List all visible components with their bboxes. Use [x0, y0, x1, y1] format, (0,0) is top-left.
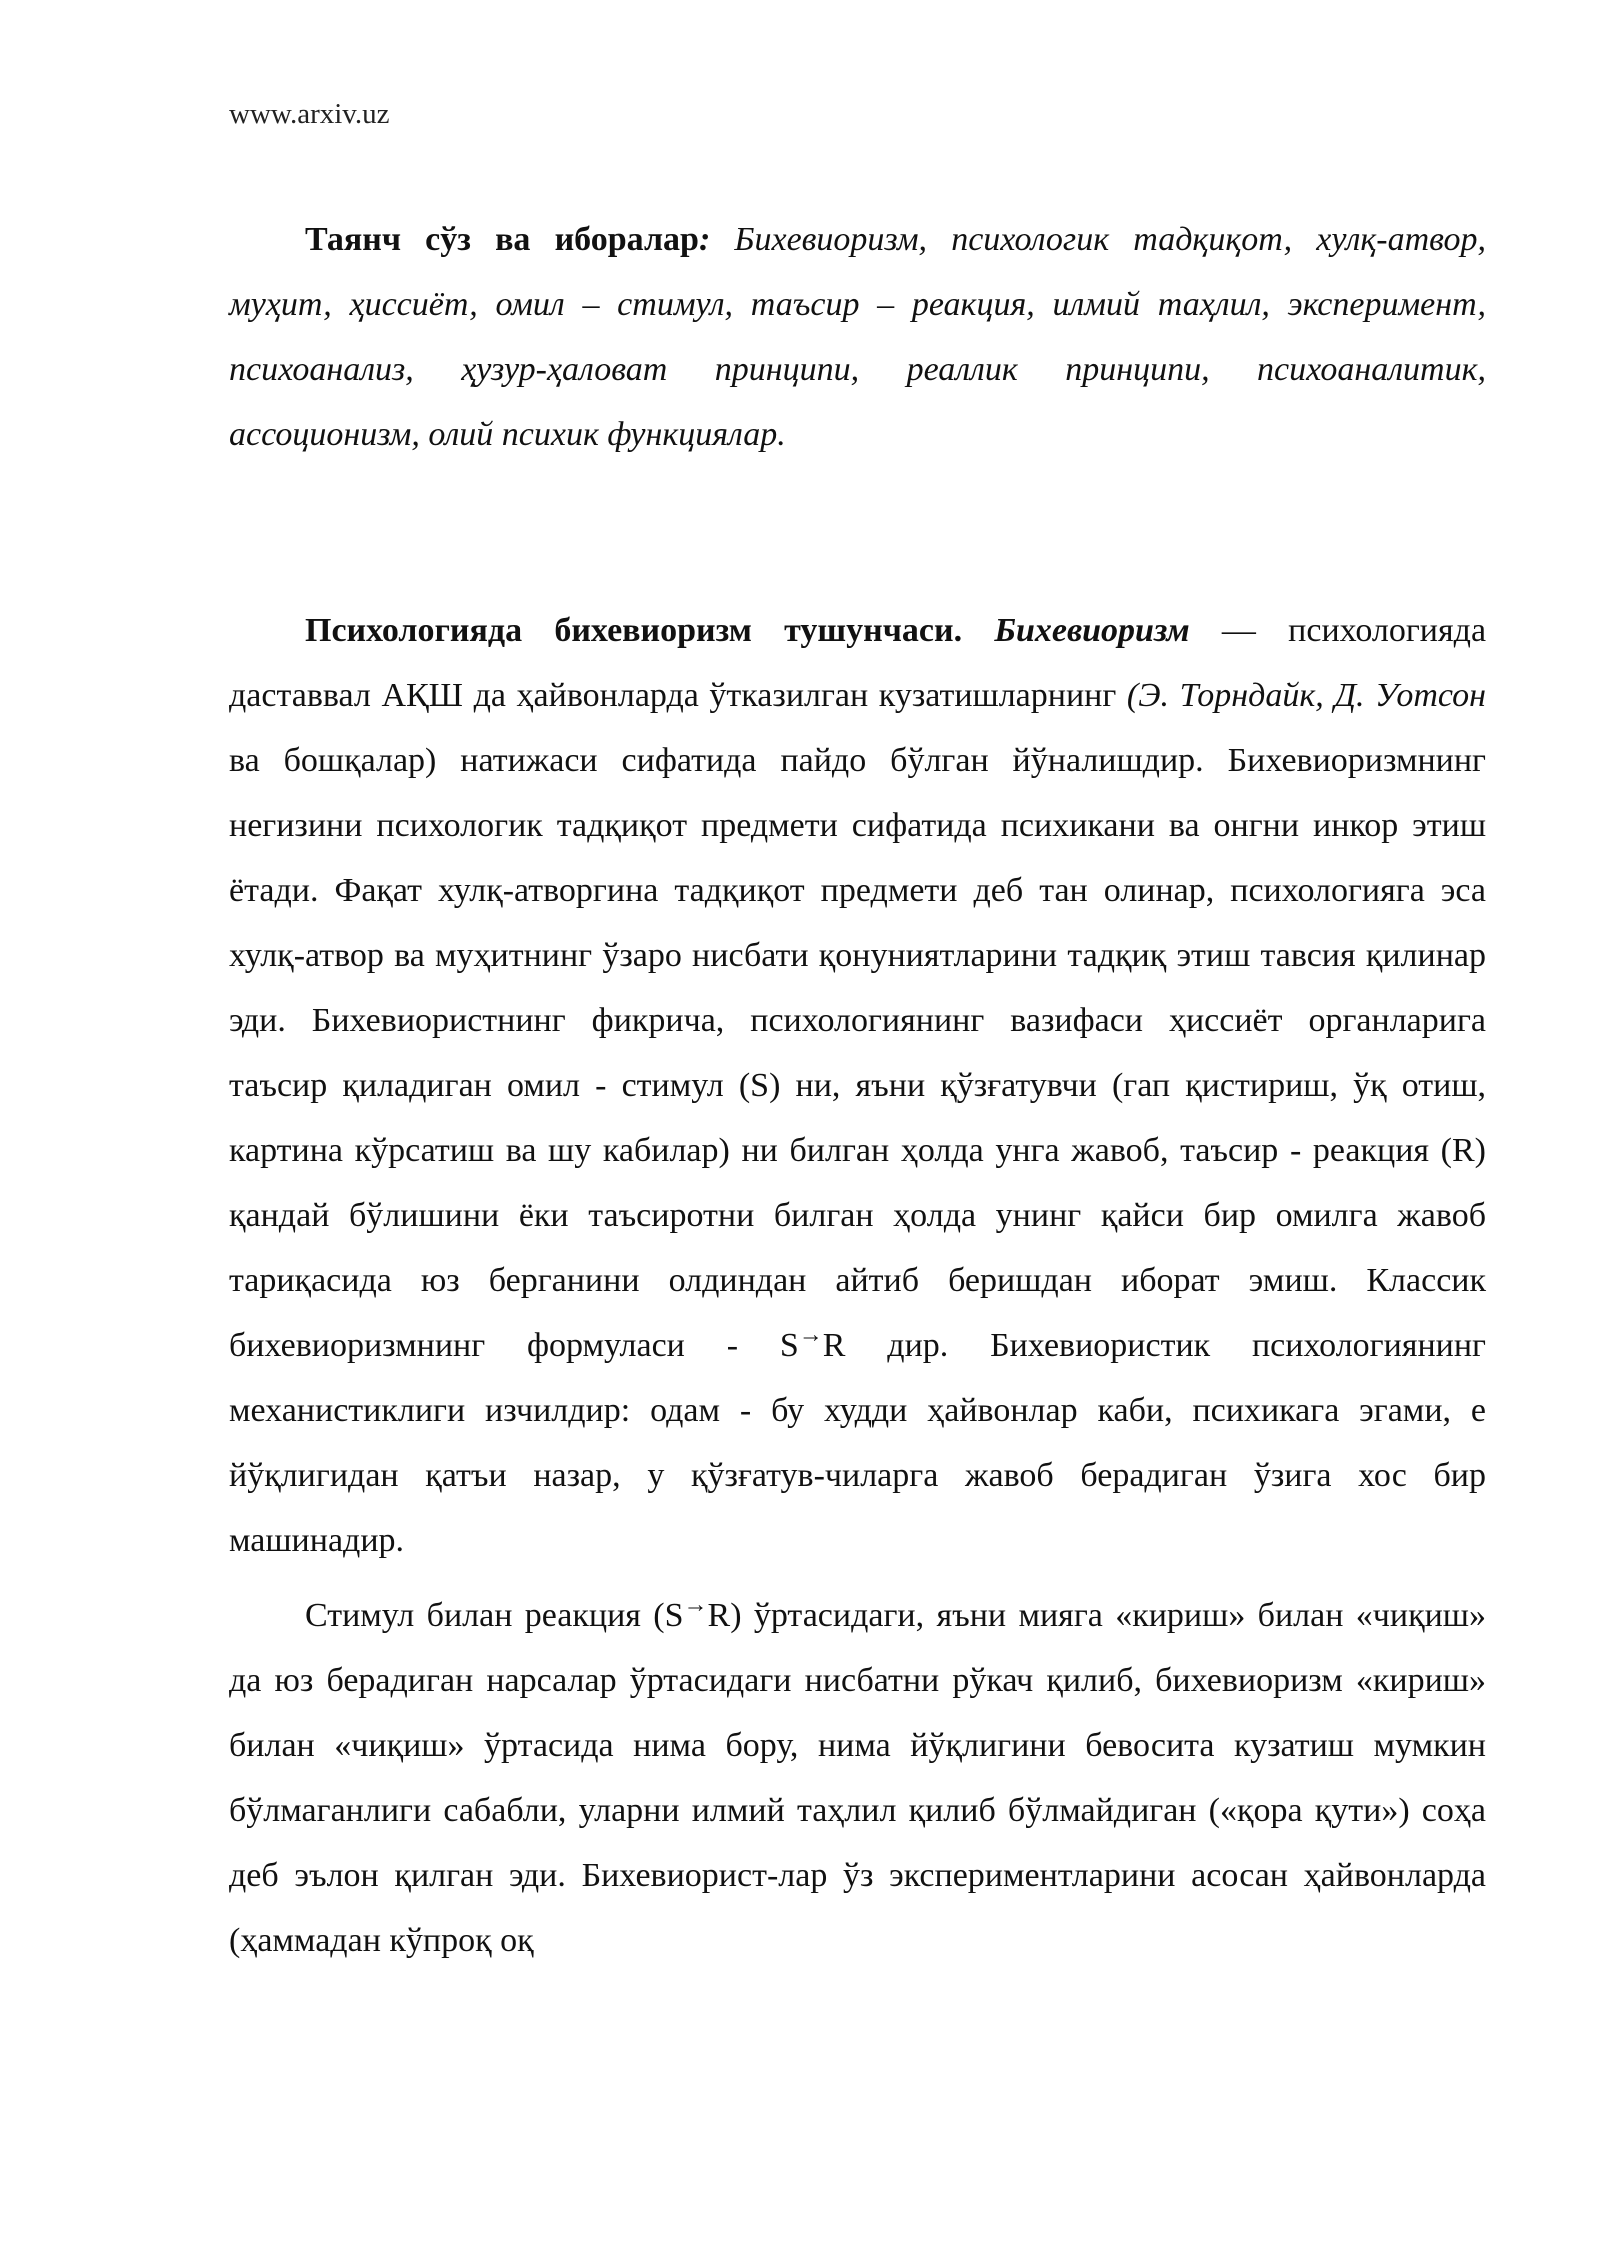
formula-arrow: →: [683, 1592, 708, 1618]
paragraph-2-text-a: Стимул билан реакция: [305, 1597, 654, 1634]
paragraph-1-text-b: ва бошқалар) натижаси сифатида пайдо бўлган йўналишдир. Бихевиоризмнинг негизини психологик тадқиқот предмети сифатида психикани ва онгни инкор этиш ётади. Фақат хулқ-атворгина тадқиқот предмети деб тан олинар, психологияга эса хулқ-атвор ва муҳитнинг ўзаро нисбати қонуниятларини тадқиқ этиш тавсия қилинар эди. Бихевиористнинг фикрича, психологиянинг вазифаси ҳиссиёт органларига таъсир қиладиган омил - стимул (S) ни, яъни қўзғатувчи (гап қистириш, ўқ отиш, картина кўрсатиш ва шу кабилар) ни билган ҳолда унга жавоб, таъсир - реакция (R) қандай бўлишини ёки таъсиротни билган ҳолда унинг қайси бир омилга жавоб тариқасида юз берганини олдиндан айтиб беришдан иборат эмиш. Классик бихевиоризмнинг формуласи -: [229, 742, 1486, 1364]
paragraph-1-text-a: психологияда даставвал АҚШ да ҳайвонларда ўтказилган кузатишларнинг: [229, 612, 1487, 714]
formula-s-r-parenthesized: [653, 1592, 742, 1634]
site-url-header: www.arxiv.uz: [229, 98, 390, 130]
formula-s: S: [779, 1327, 799, 1364]
paragraph-1: [229, 598, 1486, 1573]
section-term: Бихевиоризм: [994, 612, 1190, 649]
formula-s-r: [779, 1322, 846, 1364]
section-behaviorism: [229, 598, 1486, 1973]
paragraph-1-text-c: дир. Бихевиористик психологиянинг механистиклиги изчилдир: одам - бу худди ҳайвонлар каби, психикага эгами, е йўқлигидан қатъи назар, у қўзғатув-чиларга жавоб берадиган ўзига хос бир машинадир.: [229, 1327, 1486, 1559]
keywords-paragraph: [229, 207, 1486, 467]
formula-open: (S: [653, 1597, 684, 1634]
keywords-text: Бихевиоризм, психологик тадқиқот, хулқ-атвор, муҳит, ҳиссиёт, омил – стимул, таъсир – реакция, илмий таҳлил, эксперимент, психоанализ, ҳузур-ҳаловат принципи, реаллик принципи, психоаналитик, ассоционизм, олий психик функциялар.: [229, 221, 1486, 453]
keywords-label: Таянч сўз ва иборалар: [305, 221, 699, 258]
keywords-colon: :: [698, 221, 711, 258]
formula-close: R): [707, 1597, 742, 1634]
paragraph-2-text-b: ўртасидаги, яъни мияга «кириш» билан «чиқиш» да юз берадиган нарсалар ўртасидаги нисбатни рўкач қилиб, бихевиоризм «кириш» билан «чиқиш» ўртасида нима бору, нима йўқлигини бевосита кузатиш мумкин бўлмаганлиги сабабли, уларни илмий таҳлил қилиб бўлмайдиган («қора қути») соҳа деб эълон қилган эди. Бихевиорист-лар ўз экспериментларини асосан ҳайвонларда (ҳаммадан кўпроқ оқ: [229, 1597, 1486, 1959]
formula-r: R: [822, 1327, 846, 1364]
section-heading: Психологияда бихевиоризм тушунчаси.: [305, 612, 963, 649]
paragraph-1-authors: (Э. Торндайк, Д. Уотсон: [1126, 677, 1486, 714]
formula-arrow: →: [798, 1322, 823, 1348]
paragraph-2: [229, 1583, 1486, 1973]
section-dash: —: [1189, 612, 1289, 649]
keywords-block: [229, 207, 1486, 467]
